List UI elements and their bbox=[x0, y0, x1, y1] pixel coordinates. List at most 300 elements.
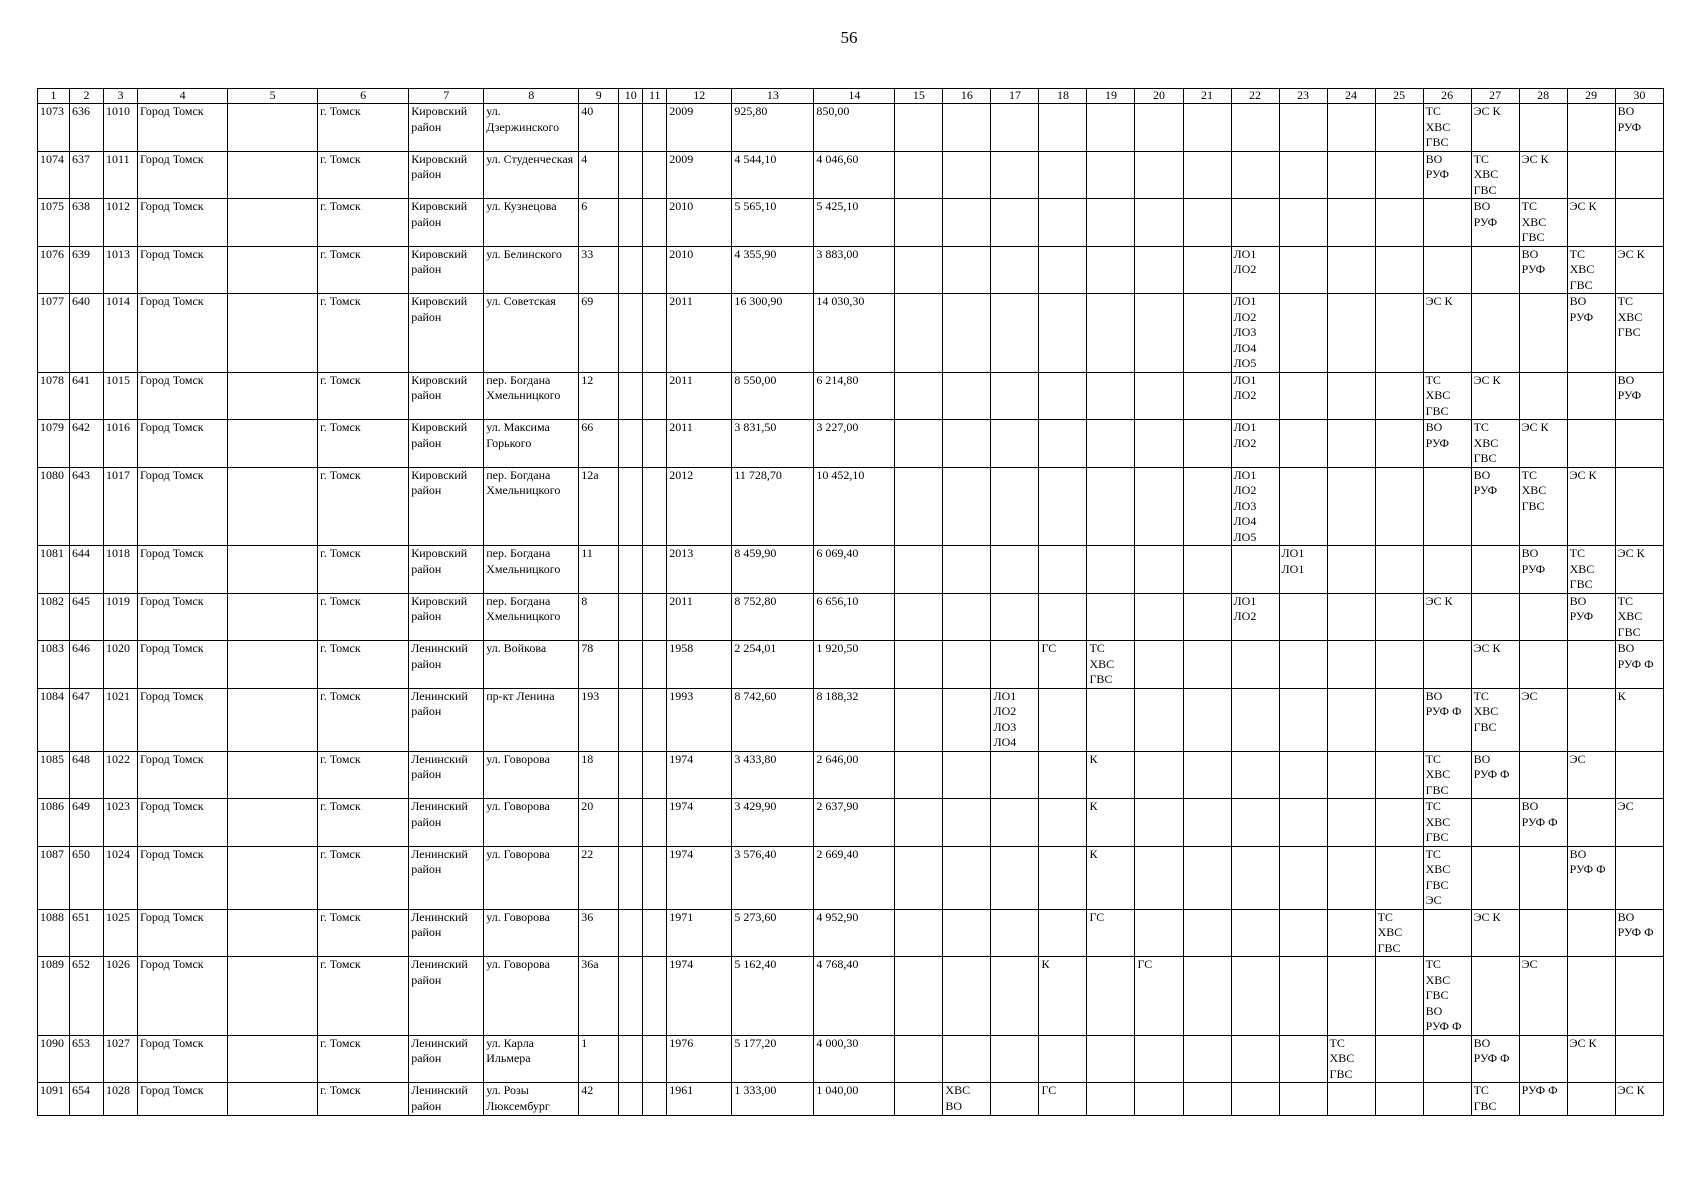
cell-col-4: Город Томск bbox=[138, 546, 228, 594]
cell-col-17 bbox=[991, 151, 1039, 199]
cell-col-13: 1 333,00 bbox=[732, 1083, 814, 1116]
cell-col-26: ТС ХВС ГВС bbox=[1423, 751, 1471, 799]
cell-col-1: 1087 bbox=[38, 846, 70, 909]
cell-col-10 bbox=[619, 546, 643, 594]
cell-col-22: ЛО1 ЛО2 ЛО3 ЛО4 ЛО5 bbox=[1231, 294, 1279, 373]
cell-col-4: Город Томск bbox=[138, 1035, 228, 1083]
column-header-29: 29 bbox=[1567, 89, 1615, 104]
cell-col-1: 1090 bbox=[38, 1035, 70, 1083]
cell-col-16 bbox=[943, 546, 991, 594]
cell-col-24 bbox=[1327, 151, 1375, 199]
cell-col-29: ЭС К bbox=[1567, 467, 1615, 546]
cell-col-18 bbox=[1039, 372, 1087, 420]
cell-col-4: Город Томск bbox=[138, 641, 228, 689]
column-header-6: 6 bbox=[318, 89, 409, 104]
cell-col-26 bbox=[1423, 546, 1471, 594]
cell-col-15 bbox=[895, 246, 943, 294]
cell-col-9: 11 bbox=[579, 546, 619, 594]
cell-col-5 bbox=[228, 909, 318, 957]
cell-col-23 bbox=[1279, 909, 1327, 957]
cell-col-11 bbox=[643, 546, 667, 594]
cell-col-25 bbox=[1375, 593, 1423, 641]
cell-col-27: ЭС К bbox=[1471, 641, 1519, 689]
cell-col-26 bbox=[1423, 641, 1471, 689]
cell-col-20 bbox=[1135, 593, 1183, 641]
cell-col-3: 1013 bbox=[104, 246, 138, 294]
cell-col-10 bbox=[619, 688, 643, 751]
cell-col-29 bbox=[1567, 957, 1615, 1036]
table-row bbox=[38, 957, 1664, 1036]
cell-col-27: ТС ХВС ГВС bbox=[1471, 420, 1519, 468]
cell-col-13: 16 300,90 bbox=[732, 294, 814, 373]
cell-col-19: ТС ХВС ГВС bbox=[1087, 641, 1135, 689]
cell-col-13: 3 429,90 bbox=[732, 799, 814, 847]
cell-col-18: К bbox=[1039, 957, 1087, 1036]
column-header-27: 27 bbox=[1471, 89, 1519, 104]
cell-col-13: 5 273,60 bbox=[732, 909, 814, 957]
cell-col-6: г. Томск bbox=[318, 294, 409, 373]
column-header-4: 4 bbox=[138, 89, 228, 104]
cell-col-20 bbox=[1135, 467, 1183, 546]
cell-col-2: 651 bbox=[70, 909, 104, 957]
cell-col-15 bbox=[895, 546, 943, 594]
cell-col-16 bbox=[943, 909, 991, 957]
cell-col-2: 645 bbox=[70, 593, 104, 641]
cell-col-9: 12 bbox=[579, 372, 619, 420]
cell-col-11 bbox=[643, 909, 667, 957]
cell-col-23 bbox=[1279, 151, 1327, 199]
cell-col-20 bbox=[1135, 909, 1183, 957]
table-row bbox=[38, 909, 1664, 957]
column-header-12: 12 bbox=[667, 89, 732, 104]
cell-col-30: ВО РУФ bbox=[1615, 372, 1663, 420]
column-header-5: 5 bbox=[228, 89, 318, 104]
cell-col-4: Город Томск bbox=[138, 151, 228, 199]
cell-col-27 bbox=[1471, 246, 1519, 294]
cell-col-20 bbox=[1135, 199, 1183, 247]
cell-col-11 bbox=[643, 467, 667, 546]
cell-col-14: 3 883,00 bbox=[814, 246, 895, 294]
cell-col-2: 653 bbox=[70, 1035, 104, 1083]
cell-col-14: 1 040,00 bbox=[814, 1083, 895, 1116]
cell-col-14: 6 214,80 bbox=[814, 372, 895, 420]
cell-col-25: ТС ХВС ГВС bbox=[1375, 909, 1423, 957]
column-header-14: 14 bbox=[814, 89, 895, 104]
cell-col-15 bbox=[895, 641, 943, 689]
table-row bbox=[38, 246, 1664, 294]
cell-col-27: ЭС К bbox=[1471, 909, 1519, 957]
cell-col-8: ул. Говорова bbox=[484, 799, 579, 847]
cell-col-22 bbox=[1231, 688, 1279, 751]
cell-col-21 bbox=[1183, 372, 1231, 420]
cell-col-3: 1028 bbox=[104, 1083, 138, 1116]
cell-col-17 bbox=[991, 546, 1039, 594]
cell-col-12: 1961 bbox=[667, 1083, 732, 1116]
cell-col-22 bbox=[1231, 799, 1279, 847]
cell-col-21 bbox=[1183, 546, 1231, 594]
cell-col-6: г. Томск bbox=[318, 1083, 409, 1116]
cell-col-14: 5 425,10 bbox=[814, 199, 895, 247]
cell-col-13: 5 162,40 bbox=[732, 957, 814, 1036]
cell-col-15 bbox=[895, 199, 943, 247]
cell-col-8: ул. Советская bbox=[484, 294, 579, 373]
cell-col-25 bbox=[1375, 1083, 1423, 1116]
cell-col-4: Город Томск bbox=[138, 909, 228, 957]
cell-col-5 bbox=[228, 641, 318, 689]
cell-col-24: ТС ХВС ГВС bbox=[1327, 1035, 1375, 1083]
cell-col-18 bbox=[1039, 294, 1087, 373]
cell-col-16 bbox=[943, 846, 991, 909]
cell-col-12: 2011 bbox=[667, 593, 732, 641]
cell-col-7: Кировский район bbox=[409, 546, 484, 594]
cell-col-3: 1011 bbox=[104, 151, 138, 199]
cell-col-25 bbox=[1375, 372, 1423, 420]
cell-col-7: Ленинский район bbox=[409, 846, 484, 909]
cell-col-25 bbox=[1375, 420, 1423, 468]
cell-col-13: 8 459,90 bbox=[732, 546, 814, 594]
cell-col-18 bbox=[1039, 799, 1087, 847]
cell-col-24 bbox=[1327, 199, 1375, 247]
cell-col-20 bbox=[1135, 420, 1183, 468]
cell-col-12: 2012 bbox=[667, 467, 732, 546]
cell-col-6: г. Томск bbox=[318, 546, 409, 594]
cell-col-1: 1074 bbox=[38, 151, 70, 199]
cell-col-16 bbox=[943, 294, 991, 373]
cell-col-3: 1022 bbox=[104, 751, 138, 799]
cell-col-14: 6 069,40 bbox=[814, 546, 895, 594]
cell-col-28 bbox=[1519, 593, 1567, 641]
table-row bbox=[38, 151, 1664, 199]
cell-col-28 bbox=[1519, 104, 1567, 152]
table-row bbox=[38, 799, 1664, 847]
cell-col-22 bbox=[1231, 909, 1279, 957]
cell-col-23 bbox=[1279, 751, 1327, 799]
cell-col-1: 1088 bbox=[38, 909, 70, 957]
cell-col-15 bbox=[895, 688, 943, 751]
cell-col-25 bbox=[1375, 199, 1423, 247]
cell-col-29 bbox=[1567, 1083, 1615, 1116]
cell-col-3: 1015 bbox=[104, 372, 138, 420]
cell-col-10 bbox=[619, 104, 643, 152]
cell-col-16 bbox=[943, 957, 991, 1036]
cell-col-6: г. Томск bbox=[318, 420, 409, 468]
cell-col-14: 850,00 bbox=[814, 104, 895, 152]
cell-col-3: 1021 bbox=[104, 688, 138, 751]
cell-col-21 bbox=[1183, 1083, 1231, 1116]
cell-col-22 bbox=[1231, 1083, 1279, 1116]
cell-col-1: 1083 bbox=[38, 641, 70, 689]
cell-col-24 bbox=[1327, 799, 1375, 847]
cell-col-11 bbox=[643, 751, 667, 799]
cell-col-24 bbox=[1327, 751, 1375, 799]
cell-col-28: ТС ХВС ГВС bbox=[1519, 467, 1567, 546]
cell-col-23 bbox=[1279, 641, 1327, 689]
cell-col-18: ГС bbox=[1039, 641, 1087, 689]
cell-col-23 bbox=[1279, 467, 1327, 546]
cell-col-23 bbox=[1279, 246, 1327, 294]
cell-col-10 bbox=[619, 151, 643, 199]
cell-col-1: 1089 bbox=[38, 957, 70, 1036]
cell-col-21 bbox=[1183, 1035, 1231, 1083]
cell-col-22 bbox=[1231, 641, 1279, 689]
cell-col-15 bbox=[895, 104, 943, 152]
cell-col-6: г. Томск bbox=[318, 799, 409, 847]
cell-col-2: 640 bbox=[70, 294, 104, 373]
register-table bbox=[37, 88, 1664, 1116]
cell-col-20 bbox=[1135, 846, 1183, 909]
cell-col-12: 2011 bbox=[667, 420, 732, 468]
cell-col-17 bbox=[991, 104, 1039, 152]
cell-col-28: ВО РУФ bbox=[1519, 246, 1567, 294]
cell-col-17 bbox=[991, 420, 1039, 468]
column-header-26: 26 bbox=[1423, 89, 1471, 104]
cell-col-28 bbox=[1519, 1035, 1567, 1083]
cell-col-20 bbox=[1135, 1035, 1183, 1083]
cell-col-21 bbox=[1183, 909, 1231, 957]
cell-col-24 bbox=[1327, 372, 1375, 420]
cell-col-17 bbox=[991, 751, 1039, 799]
cell-col-24 bbox=[1327, 420, 1375, 468]
cell-col-11 bbox=[643, 199, 667, 247]
cell-col-25 bbox=[1375, 1035, 1423, 1083]
cell-col-8: пер. Богдана Хмельницкого bbox=[484, 372, 579, 420]
cell-col-28: ВО РУФ bbox=[1519, 546, 1567, 594]
cell-col-28 bbox=[1519, 909, 1567, 957]
cell-col-20 bbox=[1135, 751, 1183, 799]
cell-col-18: ГС bbox=[1039, 1083, 1087, 1116]
cell-col-3: 1020 bbox=[104, 641, 138, 689]
cell-col-25 bbox=[1375, 546, 1423, 594]
cell-col-7: Кировский район bbox=[409, 294, 484, 373]
cell-col-10 bbox=[619, 294, 643, 373]
cell-col-2: 637 bbox=[70, 151, 104, 199]
cell-col-10 bbox=[619, 246, 643, 294]
cell-col-8: ул. Карла Ильмера bbox=[484, 1035, 579, 1083]
cell-col-30 bbox=[1615, 751, 1663, 799]
cell-col-27: ВО РУФ Ф bbox=[1471, 1035, 1519, 1083]
cell-col-14: 1 920,50 bbox=[814, 641, 895, 689]
cell-col-13: 2 254,01 bbox=[732, 641, 814, 689]
cell-col-17 bbox=[991, 846, 1039, 909]
cell-col-9: 12а bbox=[579, 467, 619, 546]
column-header-11: 11 bbox=[643, 89, 667, 104]
cell-col-15 bbox=[895, 593, 943, 641]
cell-col-26 bbox=[1423, 1035, 1471, 1083]
cell-col-19 bbox=[1087, 467, 1135, 546]
cell-col-4: Город Томск bbox=[138, 593, 228, 641]
cell-col-2: 643 bbox=[70, 467, 104, 546]
cell-col-19: ГС bbox=[1087, 909, 1135, 957]
cell-col-19 bbox=[1087, 372, 1135, 420]
cell-col-22 bbox=[1231, 957, 1279, 1036]
cell-col-29 bbox=[1567, 420, 1615, 468]
cell-col-6: г. Томск bbox=[318, 467, 409, 546]
cell-col-10 bbox=[619, 1035, 643, 1083]
cell-col-10 bbox=[619, 1083, 643, 1116]
cell-col-15 bbox=[895, 846, 943, 909]
cell-col-17 bbox=[991, 1083, 1039, 1116]
cell-col-17 bbox=[991, 294, 1039, 373]
cell-col-27 bbox=[1471, 846, 1519, 909]
cell-col-28 bbox=[1519, 751, 1567, 799]
cell-col-26: ТС ХВС ГВС bbox=[1423, 372, 1471, 420]
cell-col-29 bbox=[1567, 151, 1615, 199]
cell-col-30: ВО РУФ bbox=[1615, 104, 1663, 152]
cell-col-21 bbox=[1183, 957, 1231, 1036]
column-header-3: 3 bbox=[104, 89, 138, 104]
cell-col-1: 1081 bbox=[38, 546, 70, 594]
cell-col-17: ЛО1 ЛО2 ЛО3 ЛО4 bbox=[991, 688, 1039, 751]
cell-col-24 bbox=[1327, 688, 1375, 751]
cell-col-7: Ленинский район bbox=[409, 641, 484, 689]
page-number: 56 bbox=[840, 28, 858, 47]
cell-col-30: ТС ХВС ГВС bbox=[1615, 593, 1663, 641]
cell-col-21 bbox=[1183, 104, 1231, 152]
cell-col-18 bbox=[1039, 420, 1087, 468]
cell-col-8: ул. Говорова bbox=[484, 751, 579, 799]
cell-col-16 bbox=[943, 372, 991, 420]
cell-col-27 bbox=[1471, 294, 1519, 373]
cell-col-12: 2010 bbox=[667, 246, 732, 294]
cell-col-20 bbox=[1135, 546, 1183, 594]
cell-col-15 bbox=[895, 1035, 943, 1083]
cell-col-29 bbox=[1567, 799, 1615, 847]
cell-col-7: Кировский район bbox=[409, 151, 484, 199]
cell-col-23 bbox=[1279, 372, 1327, 420]
cell-col-21 bbox=[1183, 751, 1231, 799]
cell-col-11 bbox=[643, 593, 667, 641]
cell-col-29: ТС ХВС ГВС bbox=[1567, 246, 1615, 294]
cell-col-23 bbox=[1279, 688, 1327, 751]
cell-col-12: 1974 bbox=[667, 799, 732, 847]
cell-col-13: 11 728,70 bbox=[732, 467, 814, 546]
cell-col-25 bbox=[1375, 246, 1423, 294]
cell-col-6: г. Томск bbox=[318, 957, 409, 1036]
cell-col-30 bbox=[1615, 420, 1663, 468]
cell-col-27 bbox=[1471, 593, 1519, 641]
cell-col-16 bbox=[943, 246, 991, 294]
cell-col-25 bbox=[1375, 957, 1423, 1036]
cell-col-17 bbox=[991, 909, 1039, 957]
cell-col-1: 1091 bbox=[38, 1083, 70, 1116]
cell-col-29 bbox=[1567, 641, 1615, 689]
cell-col-11 bbox=[643, 104, 667, 152]
cell-col-7: Ленинский район bbox=[409, 1035, 484, 1083]
column-header-20: 20 bbox=[1135, 89, 1183, 104]
cell-col-30 bbox=[1615, 846, 1663, 909]
cell-col-8: пер. Богдана Хмельницкого bbox=[484, 593, 579, 641]
cell-col-23 bbox=[1279, 420, 1327, 468]
cell-col-11 bbox=[643, 1035, 667, 1083]
column-header-16: 16 bbox=[943, 89, 991, 104]
cell-col-22: ЛО1 ЛО2 bbox=[1231, 372, 1279, 420]
cell-col-14: 8 188,32 bbox=[814, 688, 895, 751]
cell-col-15 bbox=[895, 467, 943, 546]
cell-col-15 bbox=[895, 294, 943, 373]
cell-col-5 bbox=[228, 799, 318, 847]
cell-col-24 bbox=[1327, 593, 1375, 641]
cell-col-25 bbox=[1375, 151, 1423, 199]
cell-col-24 bbox=[1327, 246, 1375, 294]
cell-col-9: 20 bbox=[579, 799, 619, 847]
cell-col-11 bbox=[643, 420, 667, 468]
cell-col-12: 2013 bbox=[667, 546, 732, 594]
cell-col-8: ул. Розы Люксембург bbox=[484, 1083, 579, 1116]
cell-col-19 bbox=[1087, 1035, 1135, 1083]
cell-col-12: 1958 bbox=[667, 641, 732, 689]
cell-col-23 bbox=[1279, 593, 1327, 641]
cell-col-16 bbox=[943, 688, 991, 751]
cell-col-14: 4 000,30 bbox=[814, 1035, 895, 1083]
cell-col-11 bbox=[643, 957, 667, 1036]
cell-col-27: ТС ХВС ГВС bbox=[1471, 151, 1519, 199]
cell-col-23 bbox=[1279, 199, 1327, 247]
cell-col-16 bbox=[943, 104, 991, 152]
cell-col-5 bbox=[228, 1035, 318, 1083]
cell-col-30: ЭС bbox=[1615, 799, 1663, 847]
cell-col-7: Кировский район bbox=[409, 246, 484, 294]
cell-col-26 bbox=[1423, 199, 1471, 247]
table-row bbox=[38, 846, 1664, 909]
cell-col-7: Кировский район bbox=[409, 467, 484, 546]
cell-col-15 bbox=[895, 420, 943, 468]
cell-col-26 bbox=[1423, 1083, 1471, 1116]
cell-col-30: ЭС К bbox=[1615, 1083, 1663, 1116]
cell-col-9: 8 bbox=[579, 593, 619, 641]
cell-col-5 bbox=[228, 246, 318, 294]
cell-col-20 bbox=[1135, 246, 1183, 294]
cell-col-7: Ленинский район bbox=[409, 799, 484, 847]
cell-col-27: ЭС К bbox=[1471, 372, 1519, 420]
cell-col-11 bbox=[643, 688, 667, 751]
cell-col-18 bbox=[1039, 593, 1087, 641]
cell-col-10 bbox=[619, 467, 643, 546]
cell-col-22 bbox=[1231, 104, 1279, 152]
cell-col-22 bbox=[1231, 199, 1279, 247]
cell-col-26: ТС ХВС ГВС ВО РУФ Ф bbox=[1423, 957, 1471, 1036]
cell-col-20 bbox=[1135, 151, 1183, 199]
cell-col-12: 1993 bbox=[667, 688, 732, 751]
cell-col-26 bbox=[1423, 909, 1471, 957]
cell-col-12: 1974 bbox=[667, 751, 732, 799]
cell-col-19 bbox=[1087, 957, 1135, 1036]
cell-col-6: г. Томск bbox=[318, 751, 409, 799]
cell-col-16 bbox=[943, 199, 991, 247]
cell-col-6: г. Томск bbox=[318, 372, 409, 420]
cell-col-2: 641 bbox=[70, 372, 104, 420]
cell-col-2: 644 bbox=[70, 546, 104, 594]
cell-col-28 bbox=[1519, 294, 1567, 373]
column-header-19: 19 bbox=[1087, 89, 1135, 104]
cell-col-9: 193 bbox=[579, 688, 619, 751]
cell-col-23 bbox=[1279, 104, 1327, 152]
cell-col-23: ЛО1 ЛО1 bbox=[1279, 546, 1327, 594]
cell-col-21 bbox=[1183, 641, 1231, 689]
cell-col-17 bbox=[991, 957, 1039, 1036]
cell-col-10 bbox=[619, 199, 643, 247]
cell-col-29: ЭС К bbox=[1567, 199, 1615, 247]
cell-col-14: 4 046,60 bbox=[814, 151, 895, 199]
cell-col-8: ул. Говорова bbox=[484, 846, 579, 909]
cell-col-22 bbox=[1231, 546, 1279, 594]
cell-col-8: ул. Студенческая bbox=[484, 151, 579, 199]
cell-col-2: 654 bbox=[70, 1083, 104, 1116]
cell-col-19: К bbox=[1087, 799, 1135, 847]
column-header-8: 8 bbox=[484, 89, 579, 104]
cell-col-25 bbox=[1375, 846, 1423, 909]
table-row bbox=[38, 372, 1664, 420]
cell-col-2: 638 bbox=[70, 199, 104, 247]
